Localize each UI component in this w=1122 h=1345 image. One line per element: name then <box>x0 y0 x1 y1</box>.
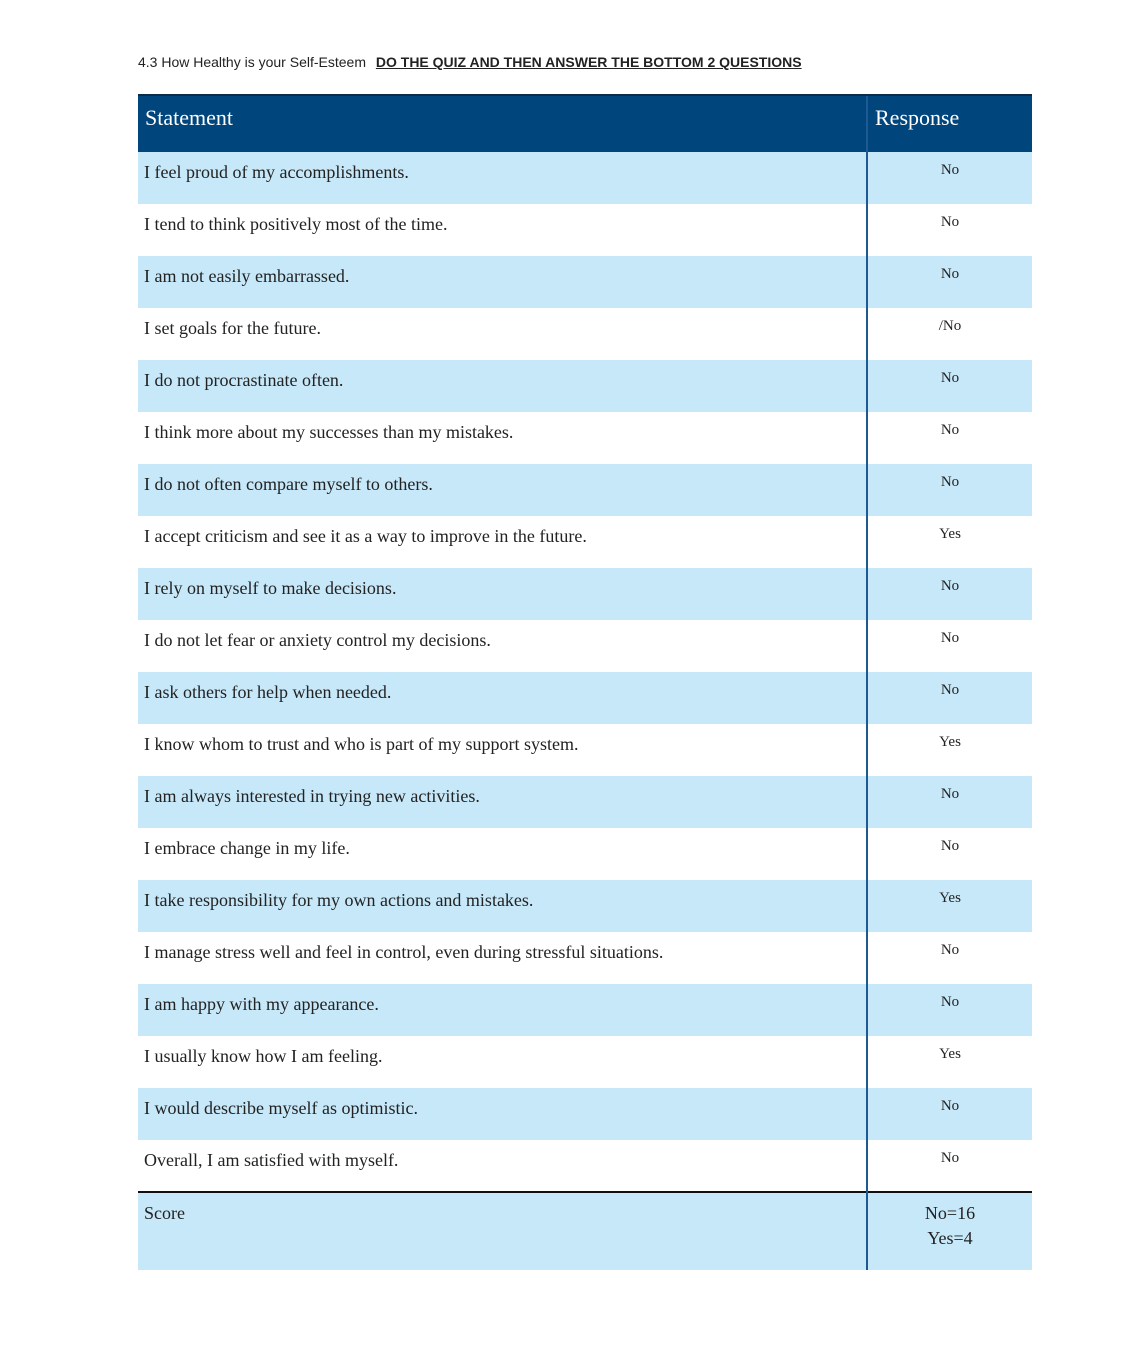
table-row <box>138 620 1032 672</box>
score-label: Score <box>138 1192 867 1270</box>
response-cell: Yes <box>867 880 1032 932</box>
statement-cell: I embrace change in my life. <box>138 828 867 880</box>
response-cell: No <box>867 568 1032 620</box>
response-cell: Yes <box>867 1036 1032 1088</box>
table-row <box>138 204 1032 256</box>
response-cell: No <box>867 1088 1032 1140</box>
statement-cell: I do not let fear or anxiety control my decisions. <box>138 620 867 672</box>
statement-cell: I feel proud of my accomplishments. <box>138 152 867 204</box>
statement-cell: I set goals for the future. <box>138 308 867 360</box>
response-cell: No <box>867 828 1032 880</box>
response-cell: Yes <box>867 516 1032 568</box>
response-cell: No <box>867 1140 1032 1192</box>
self-esteem-quiz-table <box>138 94 1032 1270</box>
statement-cell: I am happy with my appearance. <box>138 984 867 1036</box>
response-cell: No <box>867 620 1032 672</box>
quiz-title: 4.3 How Healthy is your Self-Esteem <box>138 54 366 70</box>
table-row <box>138 1036 1032 1088</box>
response-cell: No <box>867 412 1032 464</box>
statement-cell: I accept criticism and see it as a way to improve in the future. <box>138 516 867 568</box>
response-cell: No <box>867 360 1032 412</box>
table-row <box>138 464 1032 516</box>
response-column-header: Response <box>867 95 1032 152</box>
response-cell: No <box>867 256 1032 308</box>
table-row <box>138 672 1032 724</box>
statement-column-header: Statement <box>138 95 867 152</box>
quiz-instruction: DO THE QUIZ AND THEN ANSWER THE BOTTOM 2 QUESTIONS <box>375 54 802 70</box>
table-row <box>138 1088 1032 1140</box>
statement-cell: I usually know how I am feeling. <box>138 1036 867 1088</box>
table-row <box>138 984 1032 1036</box>
statement-cell: I know whom to trust and who is part of my support system. <box>138 724 867 776</box>
response-cell: No <box>867 152 1032 204</box>
quiz-rows <box>138 152 1032 1192</box>
statement-cell: I would describe myself as optimistic. <box>138 1088 867 1140</box>
table-row <box>138 256 1032 308</box>
score-no-count: No=16 <box>924 1203 976 1223</box>
statement-cell: Overall, I am satisfied with myself. <box>138 1140 867 1192</box>
table-row <box>138 152 1032 204</box>
response-cell: /No <box>867 308 1032 360</box>
statement-cell: I tend to think positively most of the time. <box>138 204 867 256</box>
response-cell: No <box>867 984 1032 1036</box>
statement-cell: I am always interested in trying new activities. <box>138 776 867 828</box>
response-cell: No <box>867 932 1032 984</box>
response-cell: Yes <box>867 724 1032 776</box>
table-row <box>138 932 1032 984</box>
table-row <box>138 724 1032 776</box>
statement-cell: I do not procrastinate often. <box>138 360 867 412</box>
page-heading <box>138 54 802 70</box>
statement-cell: I take responsibility for my own actions and mistakes. <box>138 880 867 932</box>
statement-cell: I do not often compare myself to others. <box>138 464 867 516</box>
statement-cell: I manage stress well and feel in control, even during stressful situations. <box>138 932 867 984</box>
score-yes-count: Yes=4 <box>927 1228 973 1248</box>
score-values <box>867 1192 1032 1270</box>
response-cell: No <box>867 204 1032 256</box>
table-row <box>138 880 1032 932</box>
statement-cell: I rely on myself to make decisions. <box>138 568 867 620</box>
table-row <box>138 828 1032 880</box>
response-cell: No <box>867 776 1032 828</box>
table-row <box>138 412 1032 464</box>
statement-cell: I ask others for help when needed. <box>138 672 867 724</box>
response-cell: No <box>867 672 1032 724</box>
table-row <box>138 776 1032 828</box>
table-row <box>138 360 1032 412</box>
table-row <box>138 1140 1032 1192</box>
table-header-row <box>138 95 1032 152</box>
response-cell: No <box>867 464 1032 516</box>
table-row <box>138 516 1032 568</box>
statement-cell: I think more about my successes than my mistakes. <box>138 412 867 464</box>
table-row <box>138 568 1032 620</box>
score-row <box>138 1192 1032 1270</box>
statement-cell: I am not easily embarrassed. <box>138 256 867 308</box>
table-row <box>138 308 1032 360</box>
